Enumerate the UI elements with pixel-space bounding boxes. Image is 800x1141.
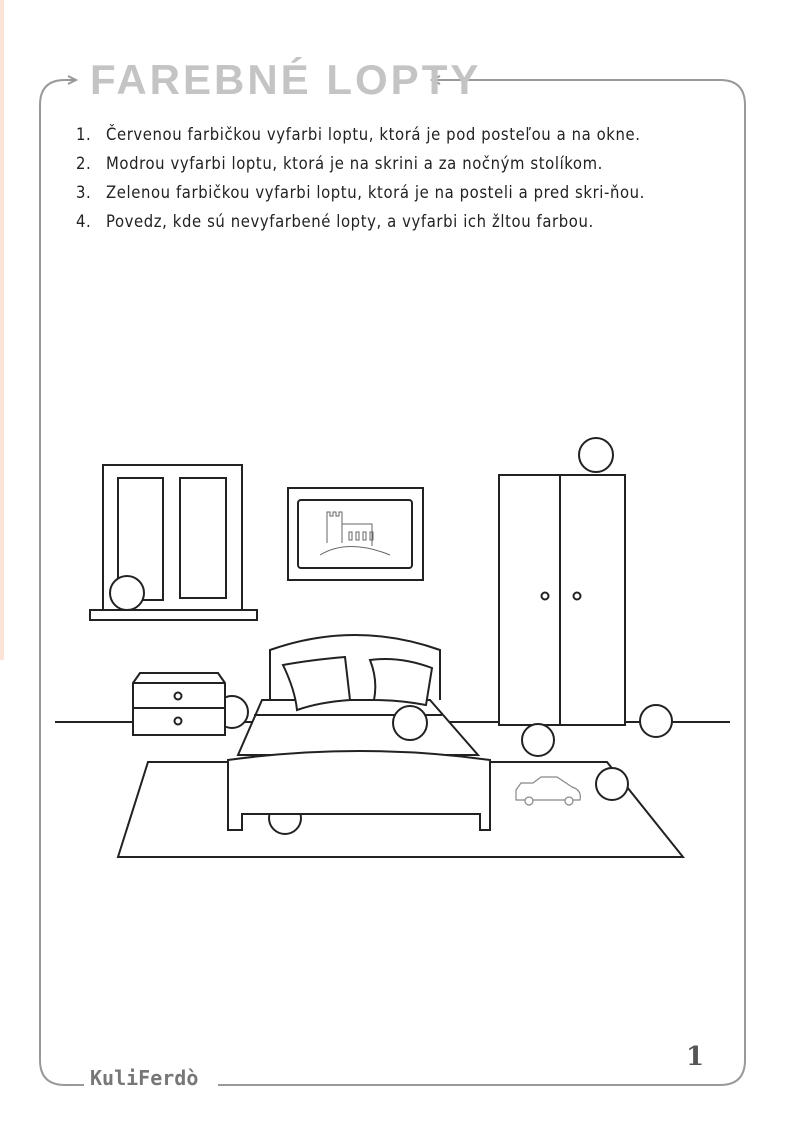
task-number: 4. xyxy=(76,212,92,231)
ball-on-wardrobe xyxy=(579,438,613,472)
page-title: FAREBNÉ LOPTY xyxy=(90,56,482,103)
task-item xyxy=(76,211,726,233)
task-text: Povedz, kde sú nevyfarbené lopty, a vyfarbi ich žltou farbou. xyxy=(106,212,594,231)
brand-logo: KuliFerdò xyxy=(90,1066,199,1090)
task-text: Modrou vyfarbi loptu, ktorá je na skrini a za nočným stolíkom. xyxy=(106,154,603,173)
task-item xyxy=(76,182,726,204)
bed xyxy=(228,635,490,834)
task-text: Zelenou farbičkou vyfarbi loptu, ktorá je na posteli a pred skri-ňou. xyxy=(106,183,645,202)
task-text: Červenou farbičkou vyfarbi loptu, ktorá je pod posteľou a na okne. xyxy=(106,125,641,144)
ball-in-front-of-wardrobe xyxy=(522,724,554,756)
ball-on-window xyxy=(110,576,144,610)
picture-frame xyxy=(288,488,423,580)
page-number: 1 xyxy=(686,1042,705,1072)
nightstand xyxy=(133,673,225,735)
task-list xyxy=(76,124,726,240)
ball-right-of-wardrobe xyxy=(640,705,672,737)
task-item xyxy=(76,153,726,175)
task-number: 2. xyxy=(76,154,92,173)
bedroom-illustration xyxy=(55,438,730,857)
ball-on-bed xyxy=(393,706,427,740)
task-number: 1. xyxy=(76,125,92,144)
pillow xyxy=(370,659,432,705)
wardrobe xyxy=(499,438,625,725)
task-number: 3. xyxy=(76,183,92,202)
window xyxy=(90,465,257,620)
task-item xyxy=(76,124,726,146)
ball-on-rug xyxy=(596,768,628,800)
